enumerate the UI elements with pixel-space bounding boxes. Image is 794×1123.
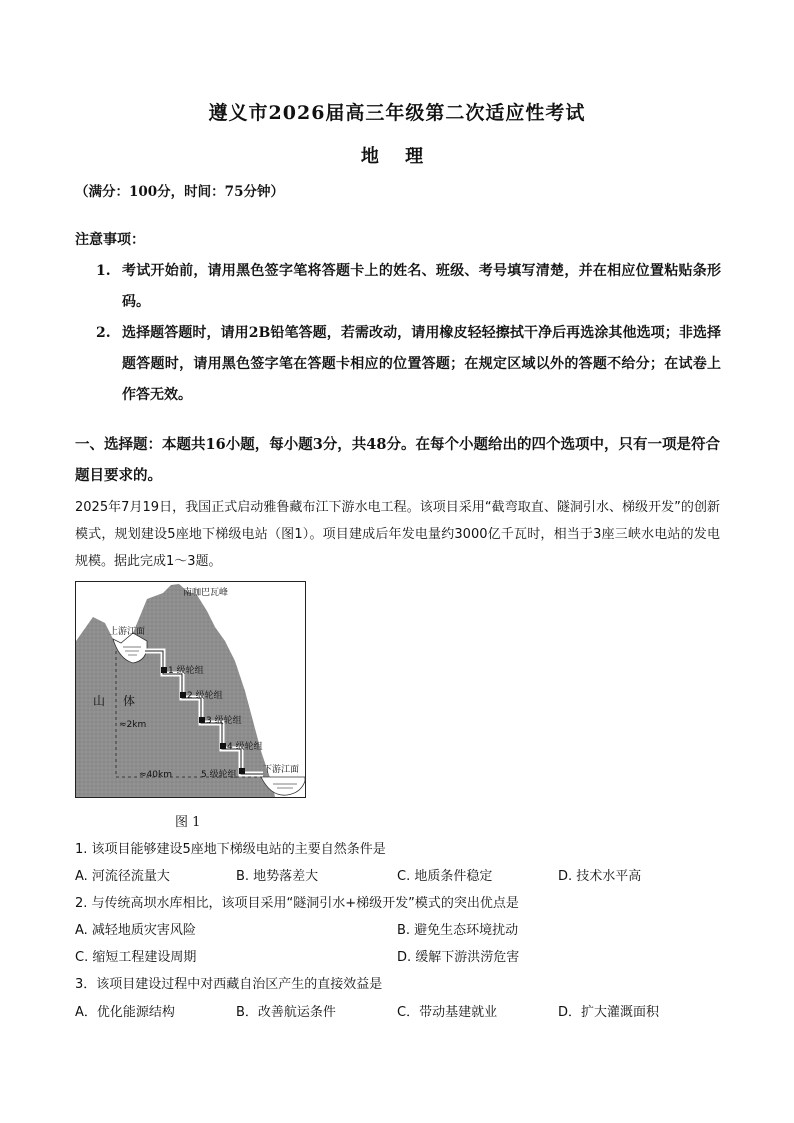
body-label: 体 — [123, 694, 136, 708]
notice-heading: 注意事项： — [75, 232, 145, 248]
distance-label: ≈40km — [139, 770, 172, 780]
question-2-option-b: B. 避免生态环境扰动 — [397, 923, 519, 938]
turbine-unit-2 — [180, 692, 186, 698]
unit-3-label: 3 级轮组 — [206, 716, 242, 726]
figure-1 — [75, 581, 306, 798]
upstream-label: 上游江面 — [109, 627, 146, 637]
turbine-unit-3 — [199, 717, 205, 723]
question-3-option-d: D．扩大灌溉面积 — [558, 1005, 660, 1020]
notice-item — [96, 318, 721, 411]
notice-item-text: 考试开始前，请用黑色签字笔将答题卡上的姓名、班级、考号填写清楚，并在相应位置粘贴条形码。 — [122, 263, 721, 310]
figure-caption: 图 1 — [175, 815, 201, 830]
turbine-unit-1 — [161, 667, 167, 673]
notice-item — [96, 256, 721, 318]
question-2-option-c: C. 缩短工程建设周期 — [75, 950, 197, 965]
peak-label: 南咖巴瓦峰 — [183, 588, 229, 598]
downstream-label: 下游江面 — [263, 765, 300, 775]
question-3-stem: 3．该项目建设过程中对西藏自治区产生的直接效益是 — [75, 977, 383, 992]
exam-meta: （满分：100分，时间：75分钟） — [75, 184, 284, 200]
question-3-option-b: B．改善航运条件 — [236, 1005, 336, 1020]
mountain-label: 山 — [93, 694, 106, 708]
question-2-option-a: A. 减轻地质灾害风险 — [75, 923, 196, 938]
question-1-option-c: C. 地质条件稳定 — [397, 869, 493, 884]
question-3-option-c: C．带动基建就业 — [397, 1005, 498, 1020]
turbine-unit-5 — [239, 768, 245, 774]
question-2-option-d: D. 缓解下游洪涝危害 — [397, 950, 520, 965]
section-heading: 一、选择题：本题共16小题，每小题3分，共48分。在每个小题给出的四个选项中，只有一项是符合题目要求的。 — [75, 436, 720, 484]
turbine-unit-4 — [220, 743, 226, 749]
unit-2-label: 2 级轮组 — [187, 691, 223, 701]
unit-5-label: 5 级轮组 — [201, 770, 237, 780]
question-1-option-d: D. 技术水平高 — [558, 869, 642, 884]
subject-title: 地 理 — [360, 146, 434, 167]
unit-1-label: 1 级轮组 — [168, 666, 204, 676]
question-intro: 2025年7月19日，我国正式启动雅鲁藏布江下游水电工程。该项目采用“截弯取直、隧洞引水、梯级开发”的创新模式，规划建设5座地下梯级电站（图1）。项目建成后年发电量约3000亿千瓦时，相当于3座三峡水电站的发电规模。据此完成1～3题。 — [75, 500, 720, 569]
question-1-option-b: B. 地势落差大 — [236, 869, 319, 884]
unit-4-label: 4 级轮组 — [227, 742, 263, 752]
question-1-option-a: A. 河流径流量大 — [75, 869, 170, 884]
notice-item-number: 1. — [96, 263, 111, 279]
question-1-stem: 1. 该项目能够建设5座地下梯级电站的主要自然条件是 — [75, 842, 386, 857]
notice-item-text: 选择题答题时，请用2B铅笔答题，若需改动，请用橡皮轻轻擦拭干净后再选涂其他选项；非选择题答题时，请用黑色签字笔在答题卡相应的位置答题；在规定区域以外的答题不给分；在试卷上作答无效。 — [122, 325, 721, 403]
height-label: ≈2km — [119, 720, 147, 730]
notice-item-number: 2. — [96, 325, 111, 341]
exam-title: 遵义市2026届高三年级第二次适应性考试 — [208, 102, 586, 124]
question-2-stem: 2. 与传统高坝水库相比，该项目采用“隧洞引水+梯级开发”模式的突出优点是 — [75, 896, 519, 911]
question-3-option-a: A．优化能源结构 — [75, 1005, 175, 1020]
